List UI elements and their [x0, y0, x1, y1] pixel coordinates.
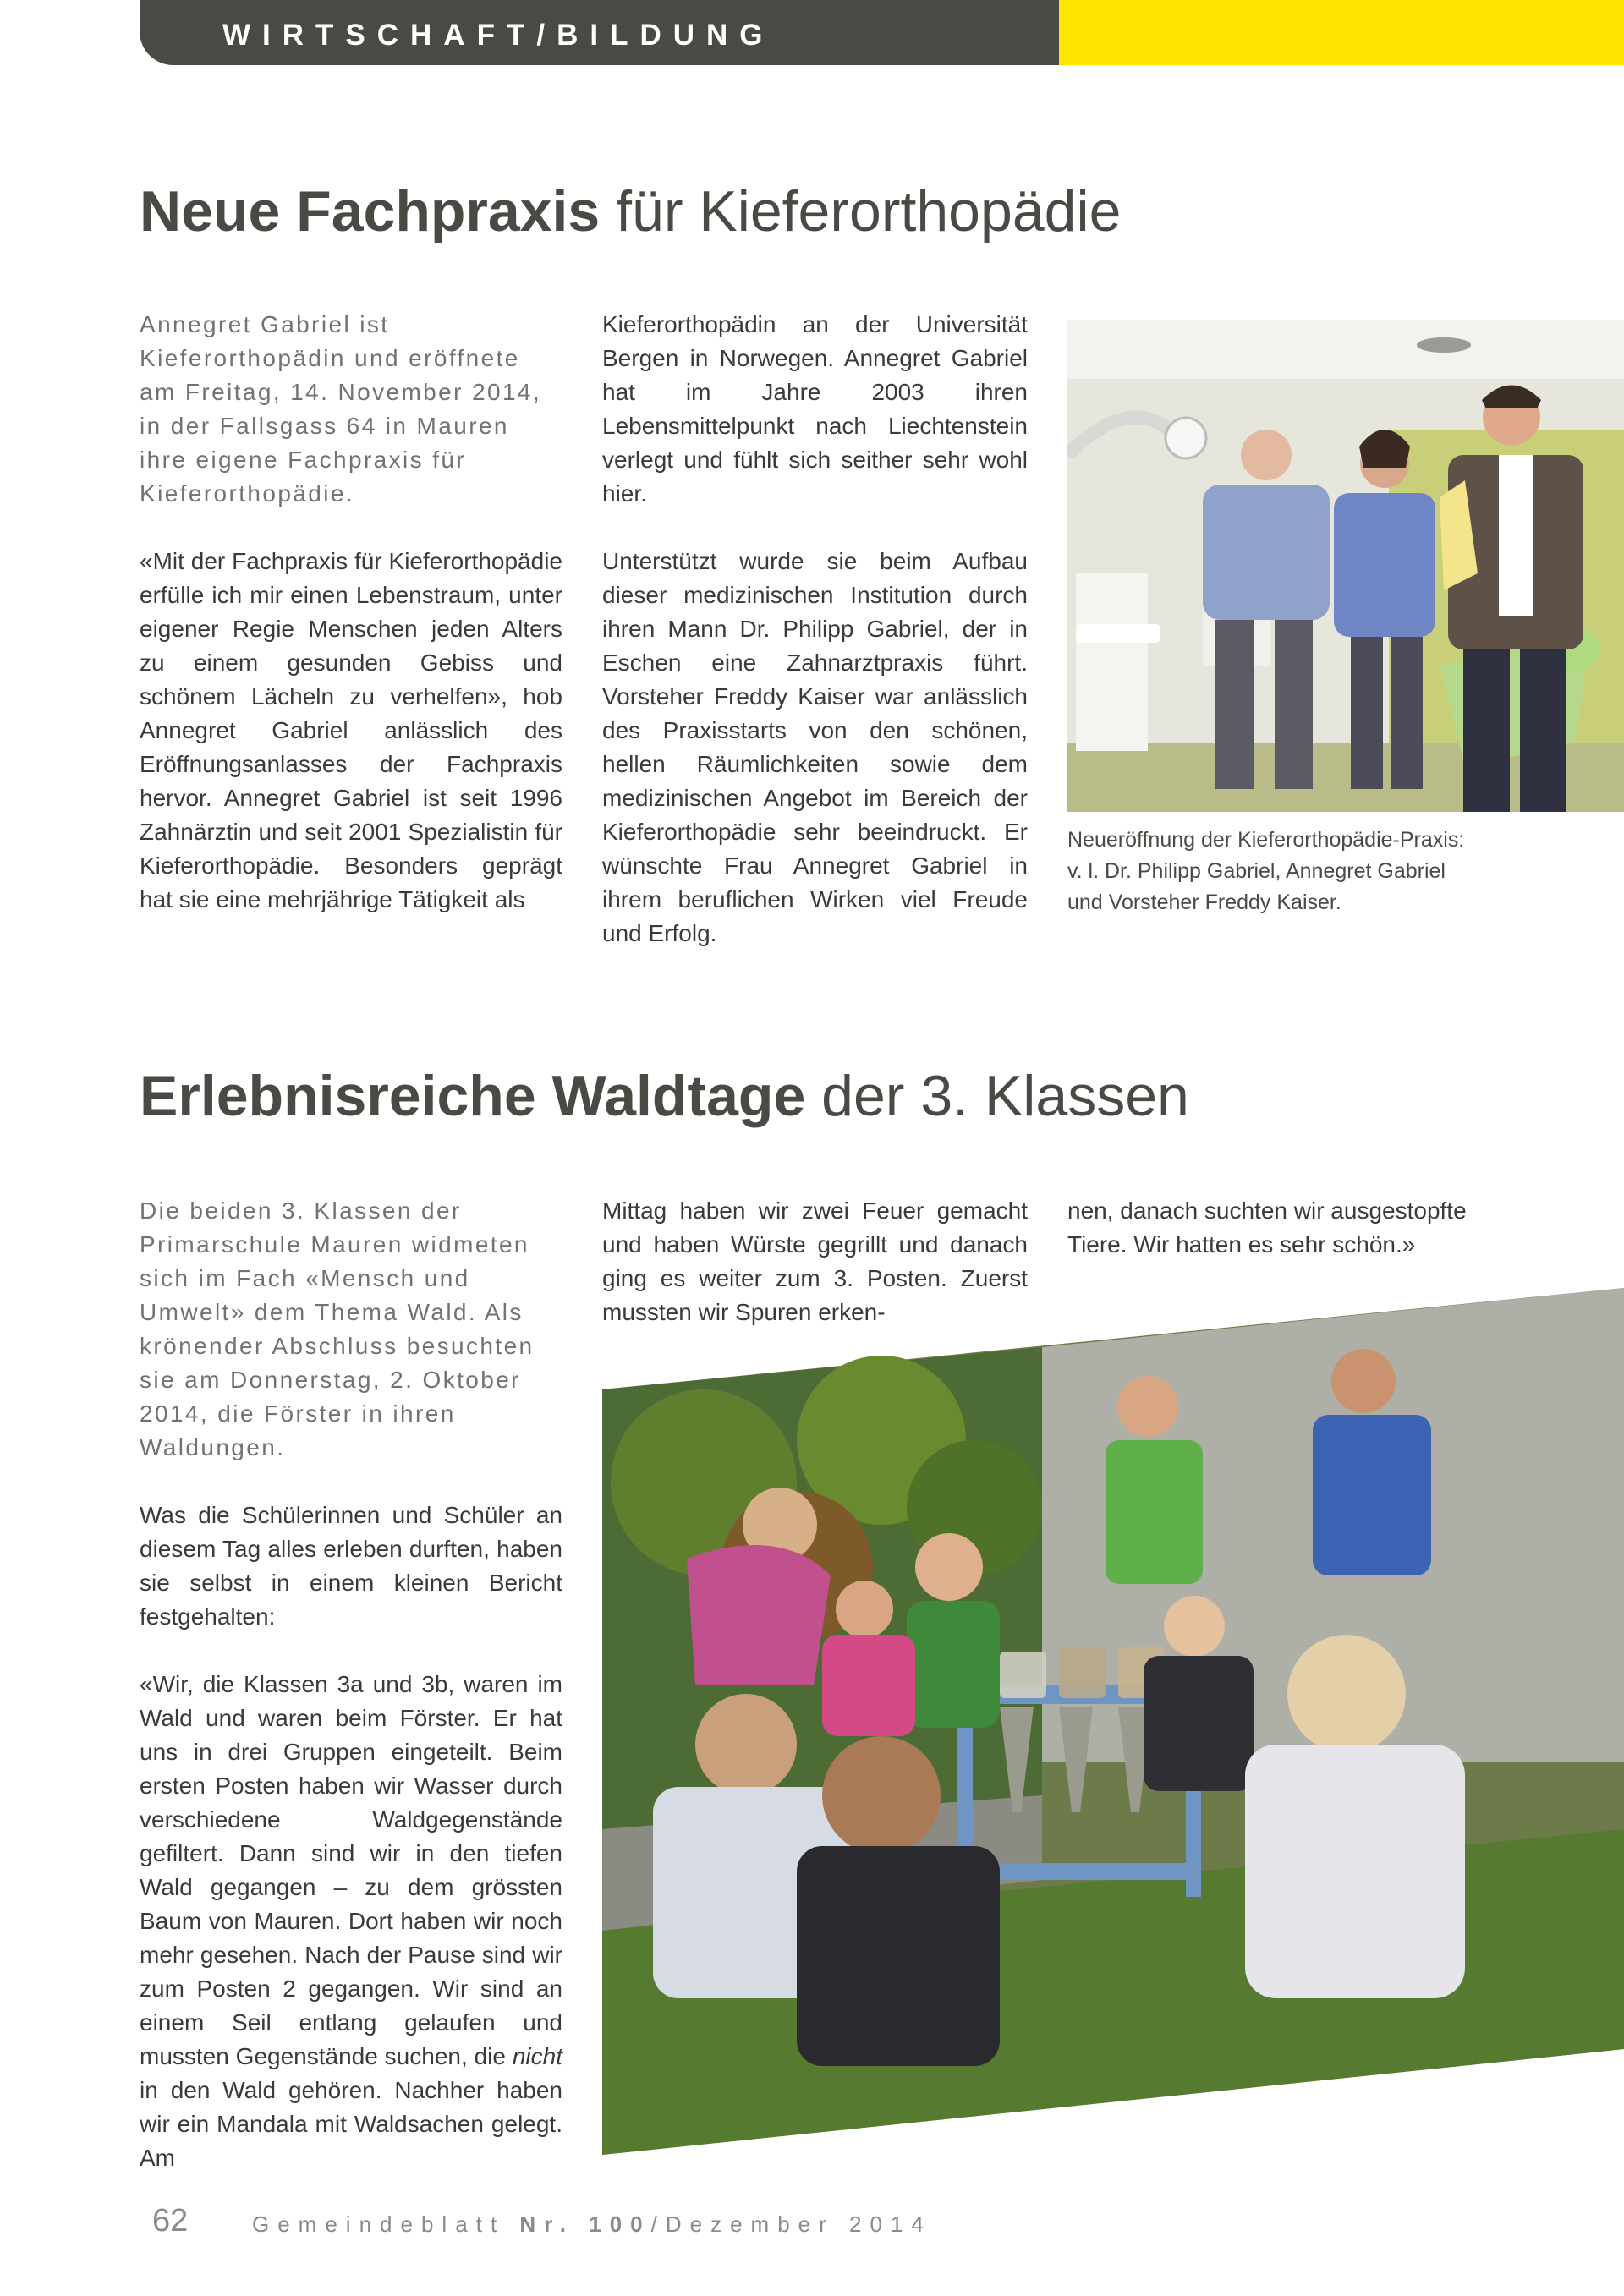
article2-para-1: Was die Schülerinnen und Schüler an diesem Tag alles erleben durften, haben sie selbst in einem kleinen Bericht festgehalten:: [140, 1502, 562, 1630]
article2-headline: [140, 1062, 1189, 1130]
article2-headline-bold: Erlebnisreiche Waldtage: [140, 1064, 806, 1128]
article2-headline-rest: der 3. Klassen: [805, 1064, 1189, 1128]
caption-line-2: v. l. Dr. Philipp Gabriel, Annegret Gabriel: [1067, 859, 1446, 883]
article2-col3-text: nen, danach suchten wir ausgestopfte Tiere. Wir hatten es sehr schön.»: [1067, 1197, 1467, 1258]
footer-issue-date: /Dezember 2014: [650, 2211, 932, 2237]
article1-caption: [1067, 825, 1575, 918]
article2-col2-text: Mittag haben wir zwei Feuer gemacht und haben Würste gegrillt und danach ging es weiter zum 3. Posten. Zuerst mussten wir Spuren erken-: [602, 1197, 1028, 1325]
article1-headline: [140, 178, 1121, 245]
article1-lead: Annegret Gabriel ist Kieferorthopädin und eröffnete am Freitag, 14. November 2014, in der Fallsgass 64 in Mauren ihre eigene Fachpraxis für Kieferorthopädie.: [140, 311, 542, 507]
article2-para-2: [140, 1668, 562, 2175]
article1-headline-rest: für Kieferorthopädie: [600, 179, 1122, 244]
page-number: 62: [152, 2203, 189, 2238]
footer-publication: [252, 2211, 932, 2238]
section-title: WIRTSCHAFT/BILDUNG: [222, 19, 775, 52]
article2-para-2-italic: nicht: [512, 2043, 562, 2069]
dental-office-illustration: [1067, 320, 1624, 812]
article1-headline-bold: Neue Fachpraxis: [140, 179, 601, 244]
footer-issue-number: Nr. 100: [519, 2211, 651, 2237]
article2-photo: [602, 1288, 1624, 2155]
article1-column-1: [140, 308, 562, 917]
article1-column-2: [602, 308, 1028, 951]
article2-column-3: [1067, 1194, 1499, 1262]
article1-para-1: «Mit der Fachpraxis für Kieferorthopädie erfülle ich mir einen Lebenstraum, unter eigener Regie Menschen jeden Alters zu einem gesunden Gebiss und schönem Lächeln zu verhelfen», hob Annegret Gabriel anlässlich des Eröffnungsanlasses der Fachpraxis hervor. Annegret Gabriel ist seit 1996 Zahnärztin und seit 2001 Spezialistin für Kieferorthopädie. Besonders geprägt hat sie eine mehrjährige Tätigkeit als: [140, 548, 562, 912]
article1-para-2: Kieferorthopädin an der Universität Bergen in Norwegen. Annegret Gabriel hat im Jahre 2003 ihren Lebensmittelpunkt nach Liechtenstein verlegt und fühlt sich seither sehr wohl hier.: [602, 311, 1028, 507]
article2-para-2-a: «Wir, die Klassen 3a und 3b, waren im Wald und waren beim Förster. Er hat uns in drei Gruppen eingeteilt. Beim ersten Posten haben wir Wasser durch verschiedene Waldgegenstände gefiltert. Dann sind wir in den tiefen Wald gegangen – zu dem grössten Baum von Mauren. Dort haben wir noch mehr gesehen. Nach der Pause sind wir zum Posten 2 gegangen. Wir sind an einem Seil entlang gelaufen und mussten Gegenstände suchen, die: [140, 1671, 562, 2069]
article1-photo: [1067, 320, 1624, 812]
footer-pub-name: Gemeindeblatt: [252, 2211, 520, 2237]
caption-line-3: und Vorsteher Freddy Kaiser.: [1067, 890, 1341, 914]
forest-class-illustration: [602, 1288, 1624, 2155]
caption-line-1: Neueröffnung der Kieferorthopädie-Praxis:: [1067, 828, 1465, 852]
article1-para-3: Unterstützt wurde sie beim Aufbau dieser medizinischen Institution durch ihren Mann Dr. Philipp Gabriel, der in Eschen eine Zahnarztpraxis führt. Vorsteher Freddy Kaiser war anlässlich des Praxisstarts von den schönen, hellen Räumlichkeiten sowie dem medizinischen Angebot im Bereich der Kieferorthopädie sehr beeindruckt. Er wünschte Frau Annegret Gabriel in ihrem beruflichen Wirken viel Freude und Erfolg.: [602, 548, 1028, 946]
article2-para-2-b: in den Wald gehören. Nachher haben wir ein Mandala mit Waldsachen gelegt. Am: [140, 2077, 562, 2171]
header-accent-bar: [1059, 0, 1624, 65]
article2-lead: Die beiden 3. Klassen der Primarschule Mauren widmeten sich im Fach «Mensch und Umwelt» dem Thema Wald. Als krönender Abschluss besuchten sie am Donnerstag, 2. Oktober 2014, die Förster in ihren Waldungen.: [140, 1197, 535, 1460]
article2-column-1: [140, 1194, 562, 2175]
